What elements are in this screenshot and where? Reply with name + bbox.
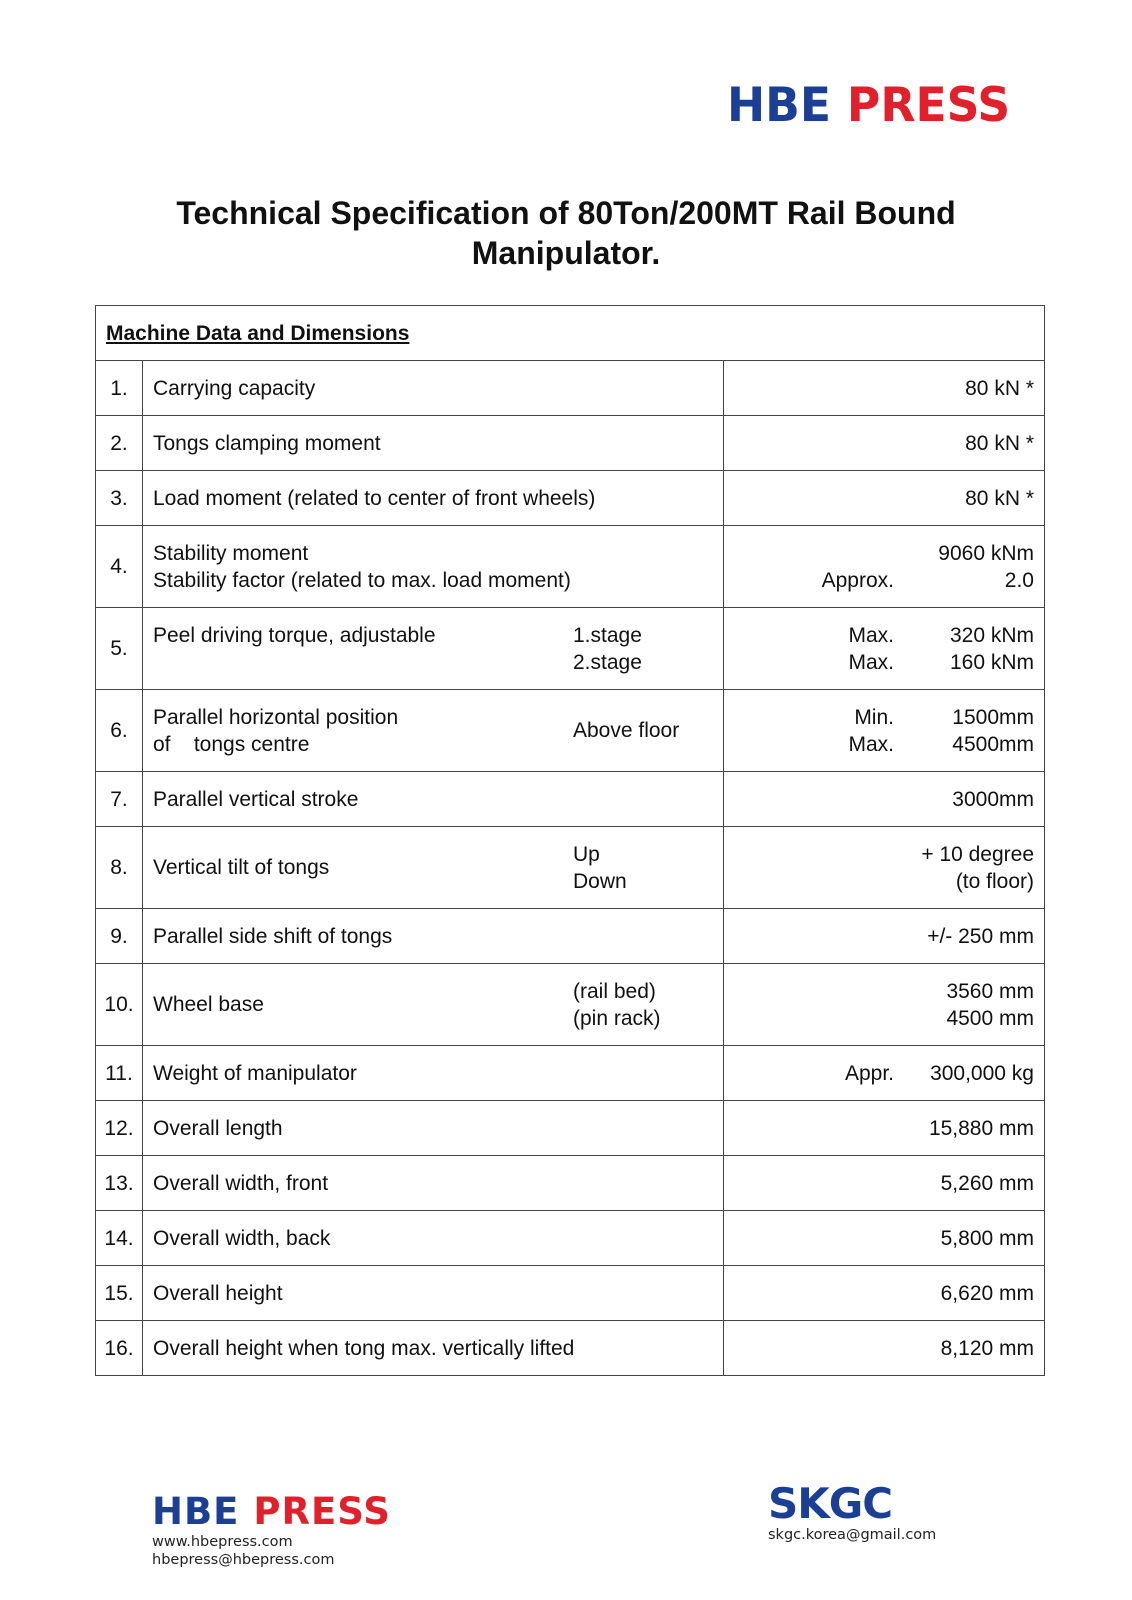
table-row <box>96 690 1045 772</box>
row-description: Overall height when tong max. vertically lifted <box>143 1321 724 1376</box>
footer-website: www.hbepress.com <box>152 1534 293 1550</box>
row-description: Stability moment Stability factor (related to max. load moment) <box>143 526 724 608</box>
table-row <box>96 471 1045 526</box>
row-number: 10. <box>96 964 143 1046</box>
row-description: Overall length <box>143 1101 724 1156</box>
row-value: 80 kN * <box>724 361 1045 416</box>
footer-hbe-block <box>152 1490 391 1569</box>
row-number: 8. <box>96 827 143 909</box>
table-row <box>96 416 1045 471</box>
table-row <box>96 909 1045 964</box>
table-row <box>96 964 1045 1046</box>
table-row <box>96 1266 1045 1321</box>
table-row <box>96 1156 1045 1211</box>
row-description: Weight of manipulator <box>143 1046 724 1101</box>
row-number: 3. <box>96 471 143 526</box>
row-value: + 10 degree (to floor) <box>724 827 1045 909</box>
table-row <box>96 608 1045 690</box>
row-value: 5,260 mm <box>724 1156 1045 1211</box>
row-number: 5. <box>96 608 143 690</box>
row-description: Vertical tilt of tongs Up Down <box>143 827 724 909</box>
row-description: Load moment (related to center of front wheels) <box>143 471 724 526</box>
row-value: 80 kN * <box>724 471 1045 526</box>
row-value: 15,880 mm <box>724 1101 1045 1156</box>
table-row <box>96 1321 1045 1376</box>
footer-skgc-block <box>768 1479 937 1544</box>
section-title: Machine Data and Dimensions <box>106 321 410 345</box>
row-number: 16. <box>96 1321 143 1376</box>
row-number: 1. <box>96 361 143 416</box>
table-row <box>96 526 1045 608</box>
row-value: 80 kN * <box>724 416 1045 471</box>
section-header-row <box>96 306 1045 361</box>
row-description: Parallel horizontal position of tongs centre Above floor <box>143 690 724 772</box>
hbe-press-logo: HBE PRESS <box>727 78 1011 133</box>
spec-table <box>95 305 1045 1376</box>
row-description: Parallel side shift of tongs <box>143 909 724 964</box>
row-value: 5,800 mm <box>724 1211 1045 1266</box>
footer-email: hbepress@hbepress.com <box>152 1552 335 1568</box>
row-description: Tongs clamping moment <box>143 416 724 471</box>
page-title: Technical Specification of 80Ton/200MT Rail Bound Manipulator. <box>176 195 956 271</box>
row-description: Peel driving torque, adjustable 1.stage 2.stage <box>143 608 724 690</box>
table-row <box>96 1211 1045 1266</box>
row-number: 9. <box>96 909 143 964</box>
row-value: 6,620 mm <box>724 1266 1045 1321</box>
row-value: Max. 320 kNm Max. 160 kNm <box>724 608 1045 690</box>
row-number: 6. <box>96 690 143 772</box>
footer-hbe-logo: HBE PRESS <box>152 1490 391 1533</box>
row-description: Wheel base (rail bed) (pin rack) <box>143 964 724 1046</box>
footer-skgc-email: skgc.korea@gmail.com <box>768 1527 937 1543</box>
table-row <box>96 1101 1045 1156</box>
row-value: 3000mm <box>724 772 1045 827</box>
table-row <box>96 1046 1045 1101</box>
row-value: +/- 250 mm <box>724 909 1045 964</box>
table-row <box>96 361 1045 416</box>
row-number: 12. <box>96 1101 143 1156</box>
row-description: Parallel vertical stroke <box>143 772 724 827</box>
row-number: 15. <box>96 1266 143 1321</box>
row-number: 4. <box>96 526 143 608</box>
row-description: Carrying capacity <box>143 361 724 416</box>
table-row <box>96 827 1045 909</box>
row-description: Overall width, back <box>143 1211 724 1266</box>
row-value: 8,120 mm <box>724 1321 1045 1376</box>
row-number: 14. <box>96 1211 143 1266</box>
row-description: Overall height <box>143 1266 724 1321</box>
row-number: 11. <box>96 1046 143 1101</box>
row-value: 3560 mm 4500 mm <box>724 964 1045 1046</box>
row-number: 7. <box>96 772 143 827</box>
row-value: Appr. 300,000 kg <box>724 1046 1045 1101</box>
row-description: Overall width, front <box>143 1156 724 1211</box>
table-row <box>96 772 1045 827</box>
row-value: 9060 kNm Approx. 2.0 <box>724 526 1045 608</box>
row-number: 13. <box>96 1156 143 1211</box>
row-value: Min. 1500mm Max. 4500mm <box>724 690 1045 772</box>
row-number: 2. <box>96 416 143 471</box>
skgc-logo: SKGC <box>768 1479 893 1528</box>
